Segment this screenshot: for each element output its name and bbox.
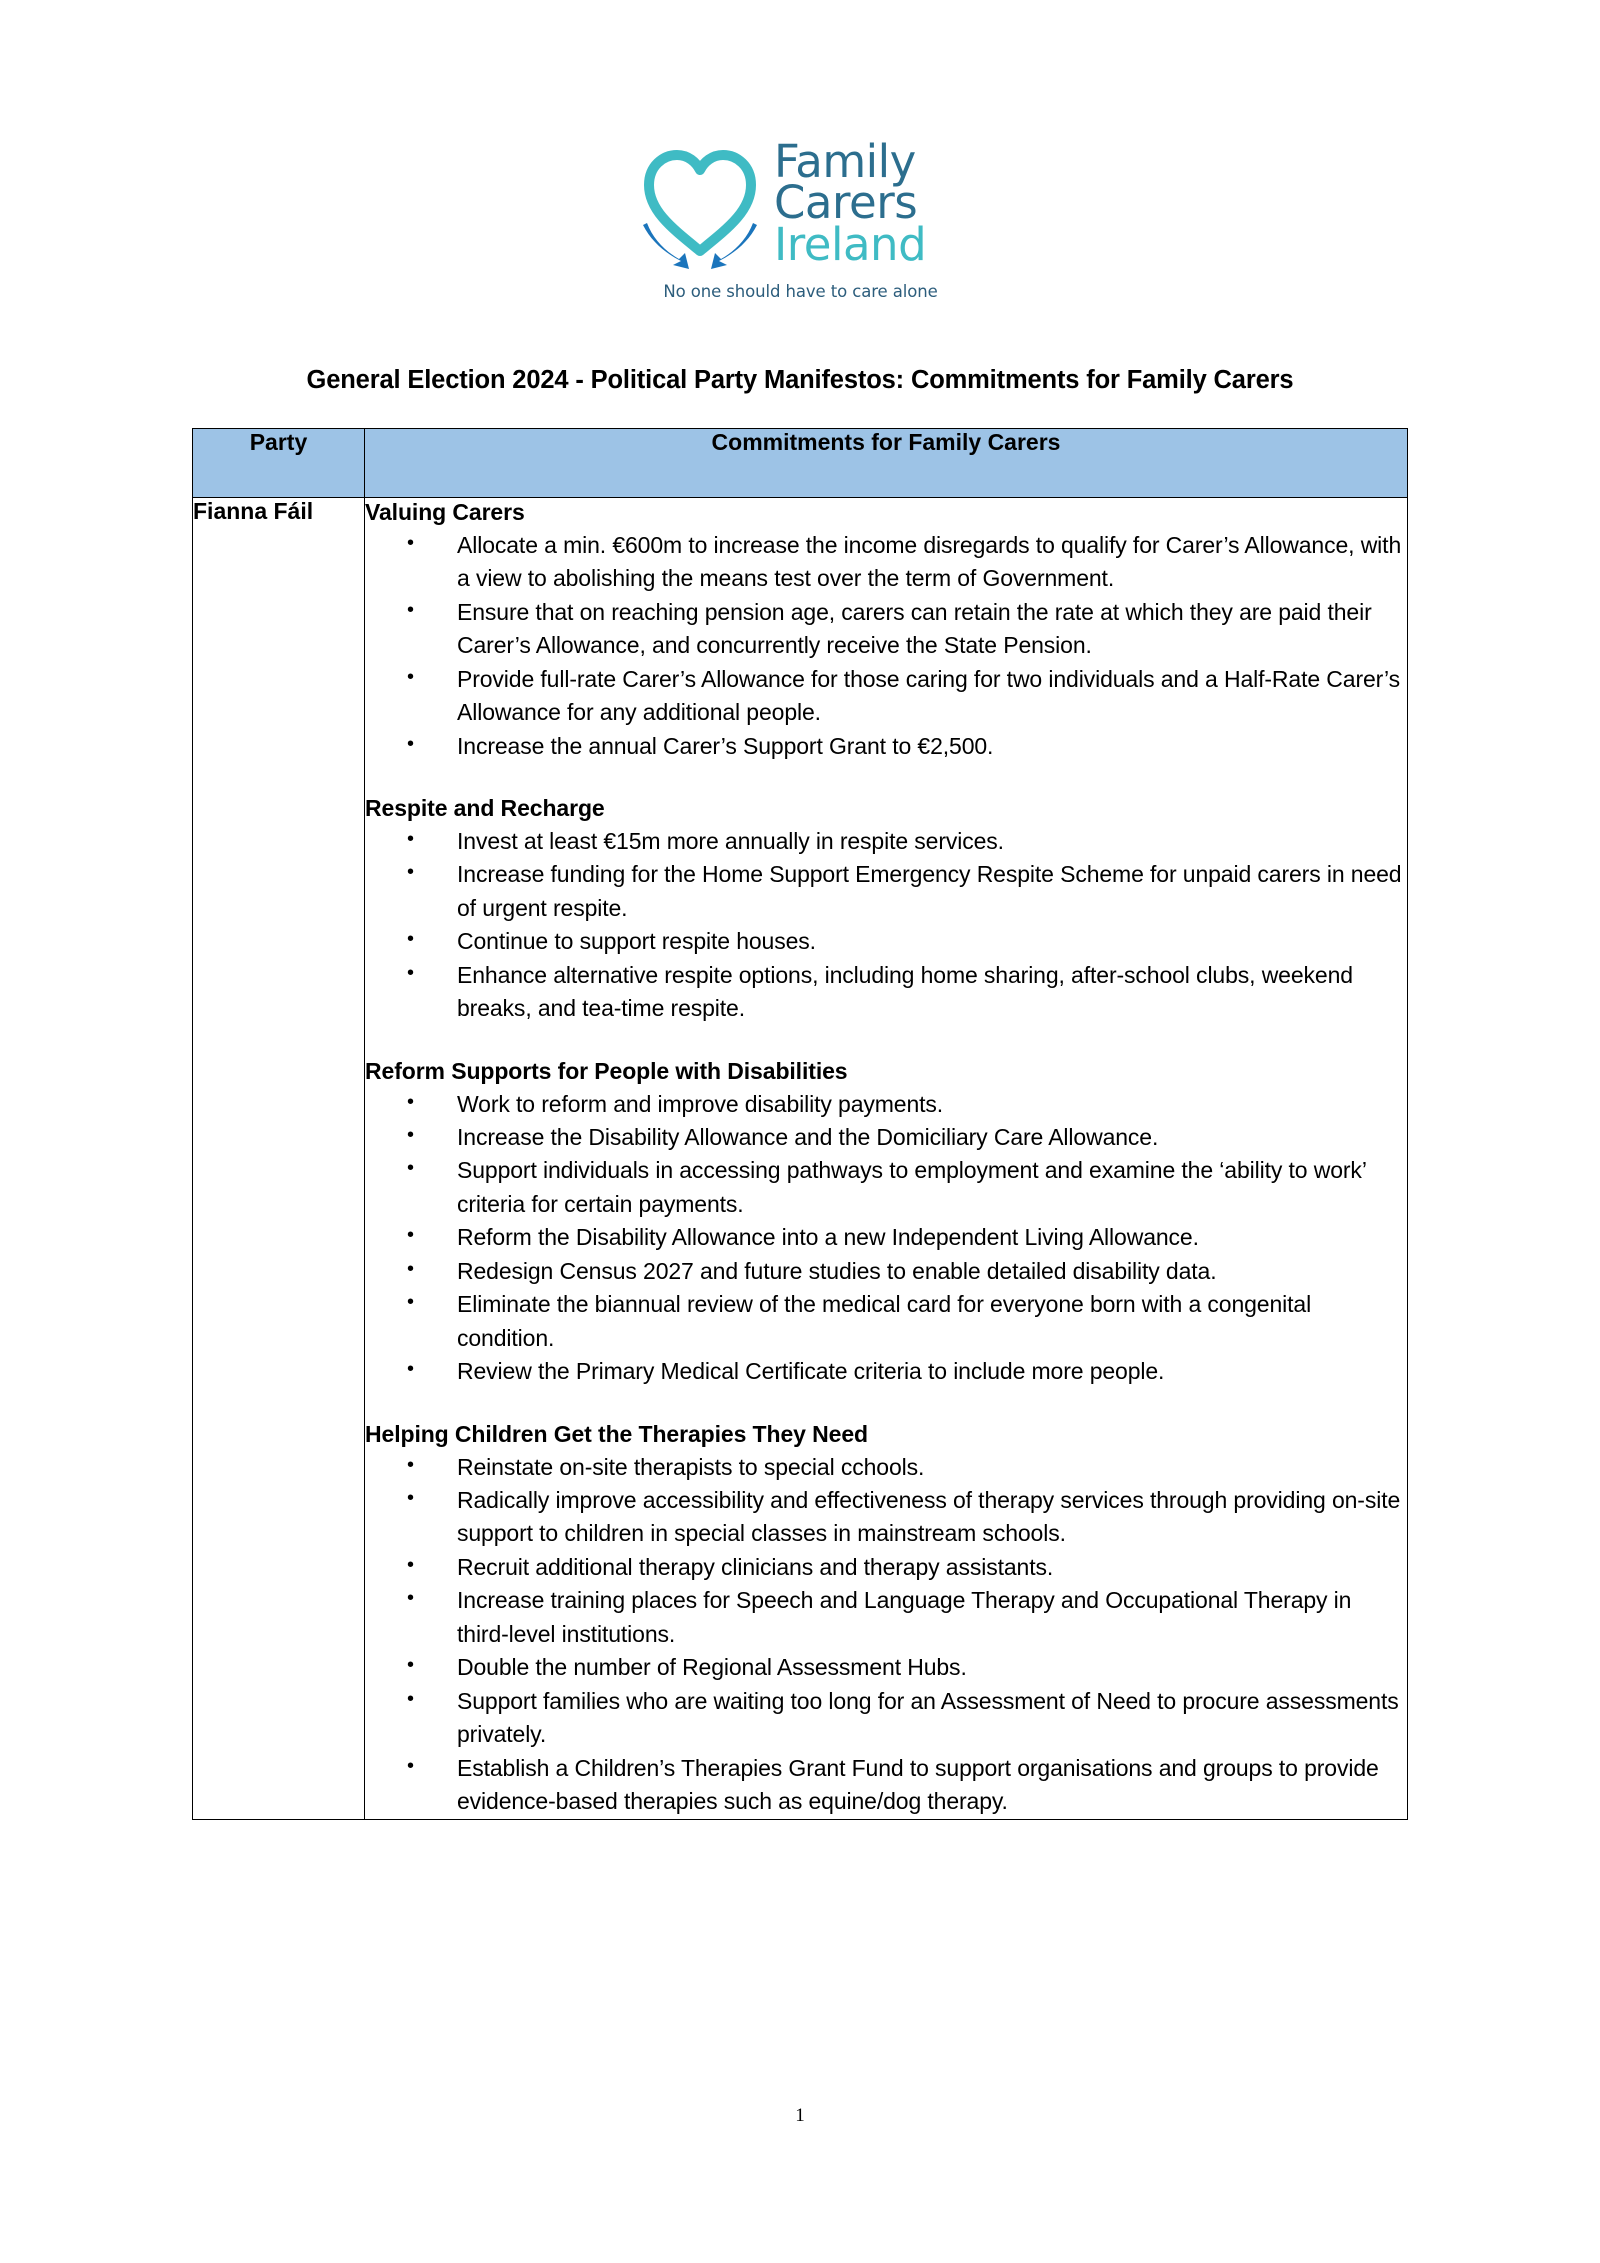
heart-with-hands-icon (633, 133, 768, 273)
list-item: • Enhance alternative respite options, including home sharing, after-school clubs, weekend breaks, and tea-time respite. (365, 959, 1407, 1026)
page-title: General Election 2024 - Political Party Manifestos: Commitments for Family Carers (306, 366, 1294, 394)
organisation-logo (633, 128, 968, 313)
logo-word-carers: Carers (774, 176, 918, 230)
list-item: • Continue to support respite houses. (365, 925, 1407, 958)
logo-tagline: No one should have to care alone (663, 282, 938, 301)
section-heading: Respite and Recharge (365, 795, 605, 822)
list-item: • Increase the annual Carer’s Support Grant to €2,500. (365, 730, 1407, 763)
column-header-commitments: Commitments for Family Carers (365, 429, 1408, 498)
list-item: • Radically improve accessibility and effectiveness of therapy services through providing on-site support to children in special classes in mainstream schools. (365, 1484, 1407, 1551)
commitments-cell (365, 498, 1408, 1820)
list-item: • Support families who are waiting too long for an Assessment of Need to procure assessments privately. (365, 1685, 1407, 1752)
logo-word-ireland: Ireland (774, 217, 927, 271)
section-heading: Valuing Carers (365, 499, 525, 525)
list-item: • Provide full-rate Carer’s Allowance for those caring for two individuals and a Half-Rate Carer’s Allowance for any additional people. (365, 663, 1407, 730)
list-item: • Redesign Census 2027 and future studies to enable detailed disability data. (365, 1255, 1407, 1288)
table-row (193, 498, 1408, 1820)
bullet-list (365, 529, 1407, 763)
list-item: • Allocate a min. €600m to increase the income disregards to qualify for Carer’s Allowance, with a view to abolishing the means test over the term of Government. (365, 529, 1407, 596)
column-header-party: Party (193, 429, 365, 498)
commitment-section (365, 1057, 1407, 1389)
list-item: • Reform the Disability Allowance into a new Independent Living Allowance. (365, 1221, 1407, 1254)
bullet-list (365, 1451, 1407, 1819)
list-item: • Review the Primary Medical Certificate criteria to include more people. (365, 1355, 1407, 1388)
party-name: Fianna Fáil (193, 498, 365, 1820)
section-spacer (365, 1026, 1407, 1057)
list-item: • Work to reform and improve disability payments. (365, 1088, 1407, 1121)
list-item: • Establish a Children’s Therapies Grant Fund to support organisations and groups to provide evidence-based therapies such as equine/dog therapy. (365, 1752, 1407, 1819)
logo-word-family: Family (774, 134, 916, 188)
list-item: • Ensure that on reaching pension age, carers can retain the rate at which they are paid their Carer’s Allowance, and concurrently receive the State Pension. (365, 596, 1407, 663)
commitment-section (365, 794, 1407, 1026)
logo-wordmark (774, 134, 927, 271)
list-item: • Increase the Disability Allowance and the Domiciliary Care Allowance. (365, 1121, 1407, 1154)
section-spacer (365, 763, 1407, 794)
section-spacer (365, 1389, 1407, 1420)
list-item: • Increase training places for Speech and Language Therapy and Occupational Therapy in third-level institutions. (365, 1584, 1407, 1651)
list-item: • Recruit additional therapy clinicians and therapy assistants. (365, 1551, 1407, 1584)
commitment-section (365, 498, 1407, 763)
list-item: • Double the number of Regional Assessment Hubs. (365, 1651, 1407, 1684)
list-item: • Increase funding for the Home Support Emergency Respite Scheme for unpaid carers in need of urgent respite. (365, 858, 1407, 925)
section-heading: Helping Children Get the Therapies They Need (365, 1420, 868, 1447)
list-item: • Invest at least €15m more annually in respite services. (365, 825, 1407, 858)
page-number: 1 (795, 2105, 805, 2126)
logo-row (633, 128, 968, 278)
section-heading: Reform Supports for People with Disabilities (365, 1057, 848, 1084)
list-item: • Reinstate on-site therapists to special cchools. (365, 1451, 1407, 1484)
bullet-list (365, 1088, 1407, 1389)
list-item: • Eliminate the biannual review of the medical card for everyone born with a congenital condition. (365, 1288, 1407, 1355)
bullet-list (365, 825, 1407, 1026)
table-header-row (193, 429, 1408, 498)
list-item: • Support individuals in accessing pathways to employment and examine the ‘ability to work’ criteria for certain payments. (365, 1154, 1407, 1221)
manifesto-table (192, 428, 1408, 1820)
commitment-section (365, 1420, 1407, 1819)
